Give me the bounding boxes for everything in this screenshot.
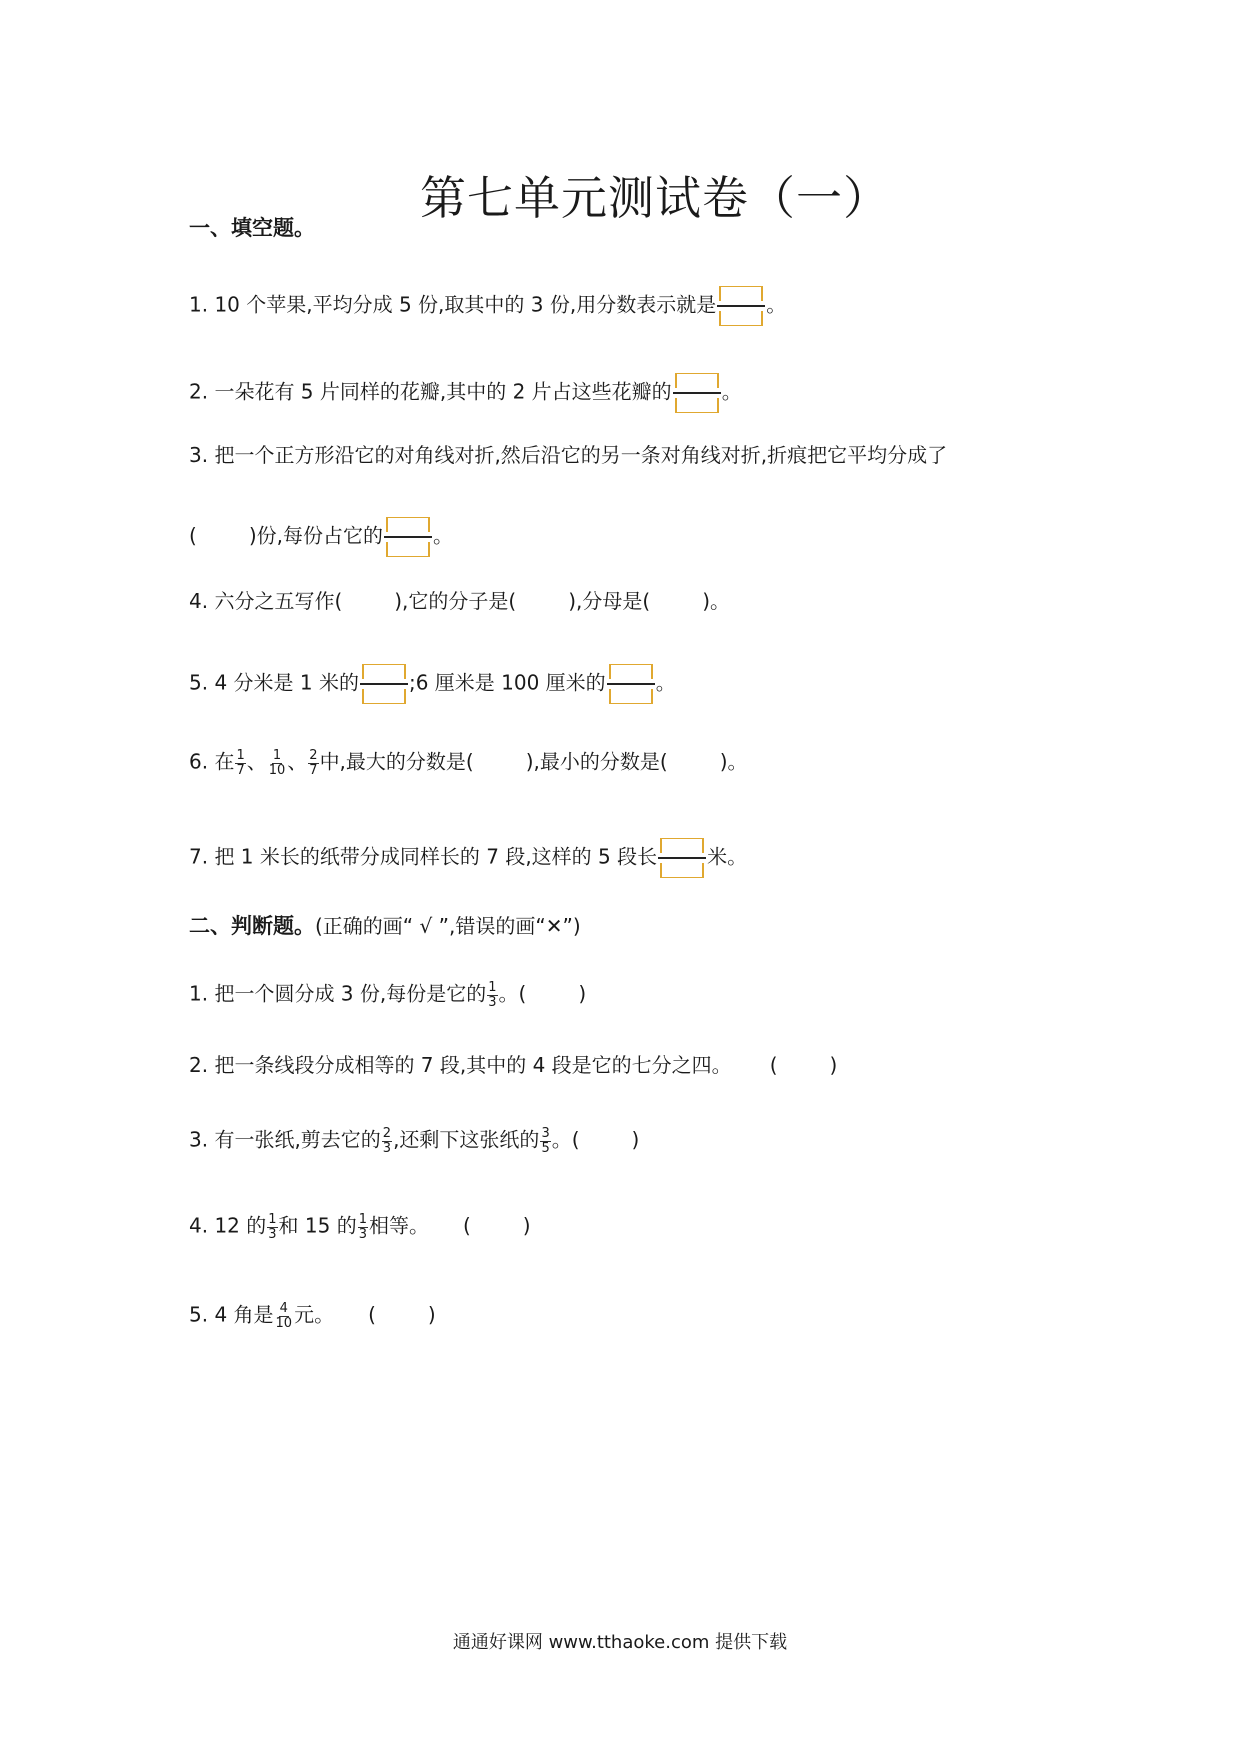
question-text: 5. 4 角是 — [189, 1302, 274, 1327]
question-text: ) — [578, 981, 587, 1006]
separator: 、 — [246, 749, 267, 774]
question-text: 。( — [551, 1127, 580, 1152]
question-4 — [189, 591, 730, 611]
question-text: 5. 4 分米是 1 米的 — [189, 670, 359, 695]
fraction-answer-blank[interactable] — [384, 515, 432, 559]
question-text: 4. 12 的 — [189, 1213, 267, 1238]
question-text: 1. 10 个苹果,平均分成 5 份,取其中的 3 份,用分数表示就是 — [189, 292, 717, 317]
judge-1 — [189, 981, 586, 1009]
question-3-line-2 — [189, 515, 453, 559]
fraction: $\frac{1}{7}$ — [236, 748, 245, 778]
question-text: 2. 把一条线段分成相等的 7 段,其中的 4 段是它的七分之四。 — [189, 1053, 732, 1077]
section-note: (正确的画“ √ ”,错误的画“✕”) — [315, 914, 581, 938]
question-text: ) — [631, 1127, 640, 1152]
fraction-answer-blank[interactable] — [673, 371, 721, 415]
fraction: $\frac{4}{10}$ — [275, 1301, 293, 1331]
fraction: $\frac{1}{3}$ — [358, 1212, 367, 1242]
paren-open: ( — [462, 1213, 471, 1238]
question-text: 7. 把 1 米长的纸带分成同样长的 7 段,这样的 5 段长 — [189, 844, 658, 869]
question-2 — [189, 371, 742, 415]
fraction-answer-blank[interactable] — [360, 662, 408, 706]
question-1 — [189, 284, 786, 328]
question-text: 元。 — [294, 1302, 335, 1327]
question-7 — [189, 836, 747, 880]
question-text: 2. 一朵花有 5 片同样的花瓣,其中的 2 片占这些花瓣的 — [189, 379, 672, 404]
fraction-answer-blank[interactable] — [607, 662, 655, 706]
punctuation: 。 — [721, 379, 742, 404]
question-text: ),最小的分数是( — [525, 749, 668, 774]
question-text: ),它的分子是( — [394, 589, 517, 613]
question-text: 4. 六分之五写作( — [189, 589, 343, 613]
question-6 — [189, 749, 748, 777]
question-5 — [189, 662, 676, 706]
fraction: $\frac{3}{5}$ — [541, 1126, 550, 1156]
question-text: ;6 厘米是 100 厘米的 — [408, 670, 606, 695]
question-text: )。 — [719, 749, 748, 774]
judge-3 — [189, 1127, 639, 1155]
paren-close: ) — [829, 1053, 838, 1077]
judge-5 — [189, 1302, 436, 1330]
punctuation: 。 — [432, 523, 453, 548]
question-text: 6. 在 — [189, 749, 235, 774]
fraction-answer-blank[interactable] — [717, 284, 765, 328]
question-text: 米。 — [707, 844, 748, 869]
section-fill-blank-heading: 一、填空题。 — [189, 216, 315, 240]
question-text: 相等。 — [368, 1213, 429, 1238]
paren-close: ) — [427, 1302, 436, 1327]
question-text: 。( — [498, 981, 527, 1006]
question-text: )。 — [702, 589, 730, 613]
fraction: $\frac{1}{3}$ — [268, 1212, 277, 1242]
fraction: $\frac{1}{3}$ — [488, 980, 497, 1010]
fraction-answer-blank[interactable] — [658, 836, 706, 880]
section-heading-text: 二、判断题。 — [189, 914, 315, 938]
paren-open: ( — [769, 1053, 778, 1077]
question-text: ),分母是( — [568, 589, 651, 613]
question-text: 中,最大的分数是( — [319, 749, 474, 774]
paren-open: ( — [189, 523, 197, 548]
judge-4 — [189, 1213, 531, 1241]
question-text: 3. 有一张纸,剪去它的 — [189, 1127, 381, 1152]
question-text: 1. 把一个圆分成 3 份,每份是它的 — [189, 981, 487, 1006]
judge-2 — [189, 1055, 837, 1075]
footer-source: 通通好课网 www.tthaoke.com 提供下载 — [452, 1632, 788, 1653]
fraction: $\frac{2}{7}$ — [309, 748, 318, 778]
fraction: $\frac{1}{10}$ — [268, 748, 286, 778]
separator: 、 — [287, 749, 308, 774]
punctuation: 。 — [655, 670, 676, 695]
paren-close: ) — [522, 1213, 531, 1238]
fraction: $\frac{2}{3}$ — [382, 1126, 392, 1156]
section-true-false-heading — [189, 910, 581, 940]
page-title: 第七单元测试卷（一） — [420, 171, 890, 225]
punctuation: 。 — [766, 292, 787, 317]
paren-open: ( — [368, 1302, 376, 1327]
question-text: 和 15 的 — [278, 1213, 357, 1238]
question-text: 3. 把一个正方形沿它的对角线对折,然后沿它的另一条对角线对折,折痕把它平均分成了 — [189, 443, 948, 467]
question-3-line-1 — [189, 445, 947, 465]
question-text: )份,每份占它的 — [248, 523, 383, 548]
question-text: ,还剩下这张纸的 — [393, 1127, 540, 1152]
